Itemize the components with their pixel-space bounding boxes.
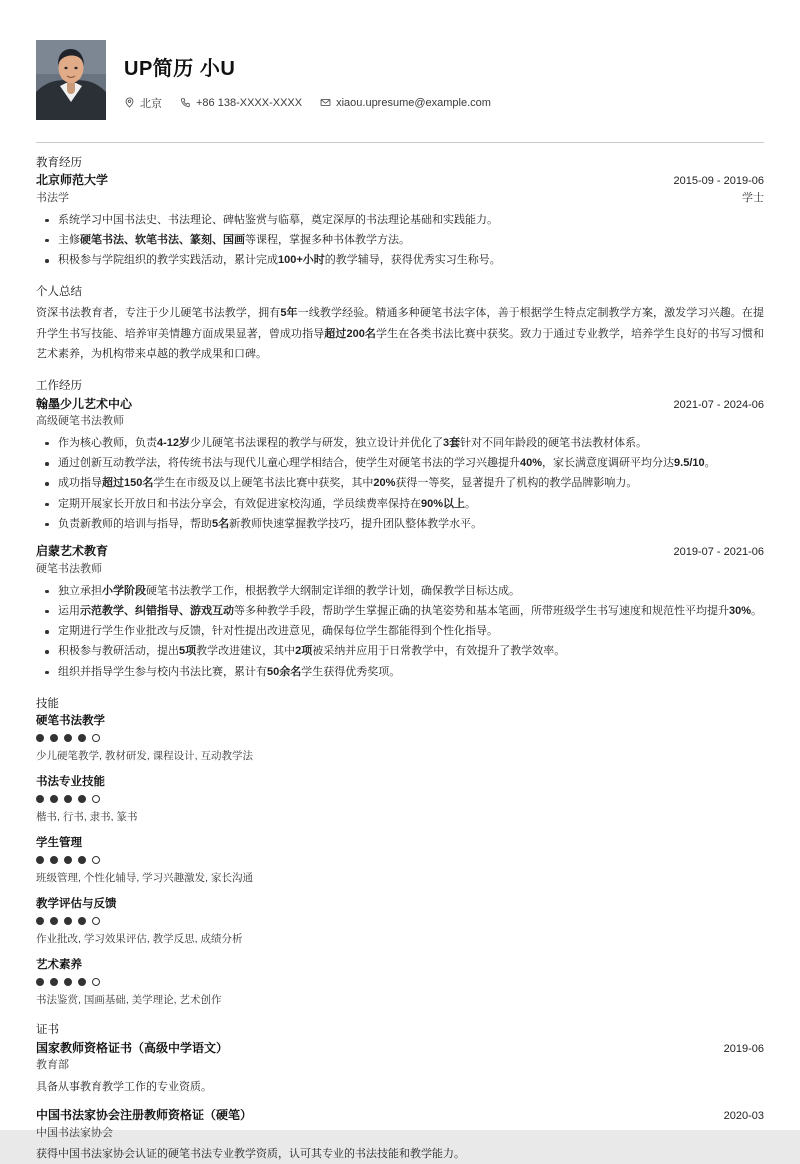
certificate-desc: 获得中国书法家协会认证的硬笔书法专业教学资质，认可其专业的书法技能和教学能力。 xyxy=(36,1148,465,1161)
contact-row xyxy=(124,95,764,111)
skill-dot xyxy=(36,978,44,986)
skill-name: 硬笔书法教学 xyxy=(36,714,105,727)
skill-name: 书法专业技能 xyxy=(36,775,105,788)
list-item: 组织并指导学生参与校内书法比赛，累计有50余名学生获得优秀奖项。 xyxy=(36,663,764,682)
skill-desc: 少儿硬笔教学, 教材研发, 课程设计, 互动教学法 xyxy=(36,750,254,763)
section-work xyxy=(36,378,764,681)
list-item: 负责新教师的培训与指导，帮助5名新教师快速掌握教学技巧，提升团队整体教学水平。 xyxy=(36,515,764,534)
skill-dot xyxy=(50,734,58,742)
skill-desc: 书法鉴赏, 国画基础, 美学理论, 艺术创作 xyxy=(36,993,222,1006)
page-title: UP简历 小U xyxy=(124,57,236,80)
work-role: 高级硬笔书法教师 xyxy=(36,415,124,428)
section-title-education: 教育经历 xyxy=(36,157,82,169)
list-item: 作为核心教师，负责4-12岁少儿硬笔书法课程的教学与研发，独立设计并优化了3套针对不同年龄段的硬笔书法教材体系。 xyxy=(36,434,764,453)
section-title-skills: 技能 xyxy=(36,697,59,710)
list-item: 积极参与学院组织的教学实践活动，累计完成100+小时的教学辅导，获得优秀实习生称号。 xyxy=(36,251,764,270)
summary-text: 资深书法教育者，专注于少儿硬笔书法教学，拥有5年一线教学经验。精通多种硬笔书法字体，善于根据学生特点定制教学方案，激发学习兴趣。在提升学生书写技能、培养审美情趣方面成果显著，曾成功指导超过200名学生在各类书法比赛中获奖。致力于通过专业教学，培养学生良好的书写习惯和艺术素养，为机构带来卓越的教学成果和口碑。 xyxy=(36,307,765,361)
certificate-date: 2020-03 xyxy=(723,1109,764,1122)
skill-dot xyxy=(78,795,86,803)
work-company: 启蒙艺术教育 xyxy=(36,544,109,559)
section-title-work: 工作经历 xyxy=(36,380,82,393)
certificate-issuer: 中国书法家协会 xyxy=(36,1126,113,1139)
phone-icon xyxy=(180,97,191,108)
certificate-item xyxy=(36,1107,764,1164)
skill-level xyxy=(36,734,764,742)
contact-location-text: 北京 xyxy=(140,97,162,110)
skill-dot xyxy=(92,734,100,742)
skill-item xyxy=(36,835,764,887)
contact-email-text: xiaou.upresume@example.com xyxy=(336,96,491,109)
list-item: 定期开展家长开放日和书法分享会，有效促进家校沟通，学员续费率保持在90%以上。 xyxy=(36,495,764,514)
skill-name: 教学评估与反馈 xyxy=(36,897,117,910)
work-bullets xyxy=(36,434,764,534)
work-entry xyxy=(36,396,764,535)
skill-dot xyxy=(64,917,72,925)
list-item: 成功指导超过150名学生在市级及以上硬笔书法比赛中获奖，其中20%获得一等奖，显著提升了机构的教学品牌影响力。 xyxy=(36,474,764,493)
certificate-name: 国家教师资格证书（高级中学语文） xyxy=(36,1040,229,1055)
skill-dot xyxy=(64,795,72,803)
skill-item xyxy=(36,713,764,765)
list-item: 系统学习中国书法史、书法理论、碑帖鉴赏与临摹，奠定深厚的书法理论基础和实践能力。 xyxy=(36,211,764,230)
header-main xyxy=(124,50,764,111)
skill-dot xyxy=(78,734,86,742)
skill-dot xyxy=(78,856,86,864)
work-bullets xyxy=(36,582,764,682)
skill-dot xyxy=(92,917,100,925)
header-divider xyxy=(36,142,764,143)
education-bullets xyxy=(36,211,764,271)
section-summary xyxy=(36,284,764,364)
skill-desc: 班级管理, 个性化辅导, 学习兴趣激发, 家长沟通 xyxy=(36,871,254,884)
skill-dot xyxy=(64,734,72,742)
skill-dot xyxy=(78,978,86,986)
section-title-certificates: 证书 xyxy=(36,1024,59,1037)
education-date: 2015-09 - 2019-06 xyxy=(673,175,764,188)
certificate-desc: 具备从事教育教学工作的专业资质。 xyxy=(36,1080,212,1093)
list-item: 独立承担小学阶段硬笔书法教学工作，根据教学大纲制定详细的教学计划，确保教学目标达成。 xyxy=(36,582,764,601)
education-entry xyxy=(36,172,764,270)
work-date: 2019-07 - 2021-06 xyxy=(673,546,764,559)
certificate-date: 2019-06 xyxy=(723,1042,764,1055)
contact-location xyxy=(124,95,162,111)
section-education xyxy=(36,155,764,270)
work-entry xyxy=(36,543,764,682)
list-item: 定期进行学生作业批改与反馈，针对性提出改进意见，确保每位学生都能得到个性化指导。 xyxy=(36,622,764,641)
contact-phone xyxy=(180,97,302,109)
skill-name: 学生管理 xyxy=(36,836,82,849)
avatar xyxy=(36,40,106,120)
resume-header xyxy=(36,40,764,142)
skill-dot xyxy=(64,856,72,864)
certificate-item xyxy=(36,1040,764,1097)
skill-dot xyxy=(92,978,100,986)
skill-desc: 作业批改, 学习效果评估, 教学反思, 成绩分析 xyxy=(36,932,243,945)
section-skills xyxy=(36,696,764,1009)
skill-dot xyxy=(50,856,58,864)
skill-dot xyxy=(36,734,44,742)
certificate-issuer: 教育部 xyxy=(36,1059,69,1072)
list-item: 通过创新互动教学法，将传统书法与现代儿童心理学相结合，使学生对硬笔书法的学习兴趣提升40%，家长满意度调研平均分达9.5/10。 xyxy=(36,454,764,473)
skill-dot xyxy=(36,917,44,925)
skill-level xyxy=(36,795,764,803)
skill-item xyxy=(36,896,764,948)
skill-dot xyxy=(92,795,100,803)
section-certificates xyxy=(36,1022,764,1163)
mail-icon xyxy=(320,97,331,108)
work-company: 翰墨少儿艺术中心 xyxy=(36,396,133,411)
skill-name: 艺术素养 xyxy=(36,958,82,971)
skill-dot xyxy=(92,856,100,864)
certificate-name: 中国书法家协会注册教师资格证（硬笔） xyxy=(36,1107,253,1122)
skill-dot xyxy=(36,795,44,803)
education-school: 北京师范大学 xyxy=(36,173,109,188)
skill-dot xyxy=(78,917,86,925)
skill-item xyxy=(36,774,764,826)
location-icon xyxy=(124,97,135,108)
skill-item xyxy=(36,957,764,1009)
list-item: 运用示范教学、纠错指导、游戏互动等多种教学手段，帮助学生掌握正确的执笔姿势和基本笔画，所带班级学生书写速度和规范性平均提升30%。 xyxy=(36,602,764,621)
contact-phone-text: +86 138-XXXX-XXXX xyxy=(196,96,303,109)
skill-level xyxy=(36,978,764,986)
work-role: 硬笔书法教师 xyxy=(36,563,102,576)
skill-desc: 楷书, 行书, 隶书, 篆书 xyxy=(36,810,138,823)
skill-dot xyxy=(50,917,58,925)
skill-dot xyxy=(36,856,44,864)
education-major: 书法学 xyxy=(36,192,69,205)
list-item: 积极参与教研活动，提出5项教学改进建议，其中2项被采纳并应用于日常教学中，有效提升了教学效率。 xyxy=(36,642,764,661)
skill-dot xyxy=(64,978,72,986)
list-item: 主修硬笔书法、软笔书法、篆刻、国画等课程，掌握多种书体教学方法。 xyxy=(36,231,764,250)
contact-email xyxy=(320,97,491,109)
skill-dot xyxy=(50,795,58,803)
work-date: 2021-07 - 2024-06 xyxy=(673,398,764,411)
skill-level xyxy=(36,856,764,864)
education-degree: 学士 xyxy=(742,192,764,205)
skill-level xyxy=(36,917,764,925)
section-title-summary: 个人总结 xyxy=(36,286,82,299)
skill-dot xyxy=(50,978,58,986)
